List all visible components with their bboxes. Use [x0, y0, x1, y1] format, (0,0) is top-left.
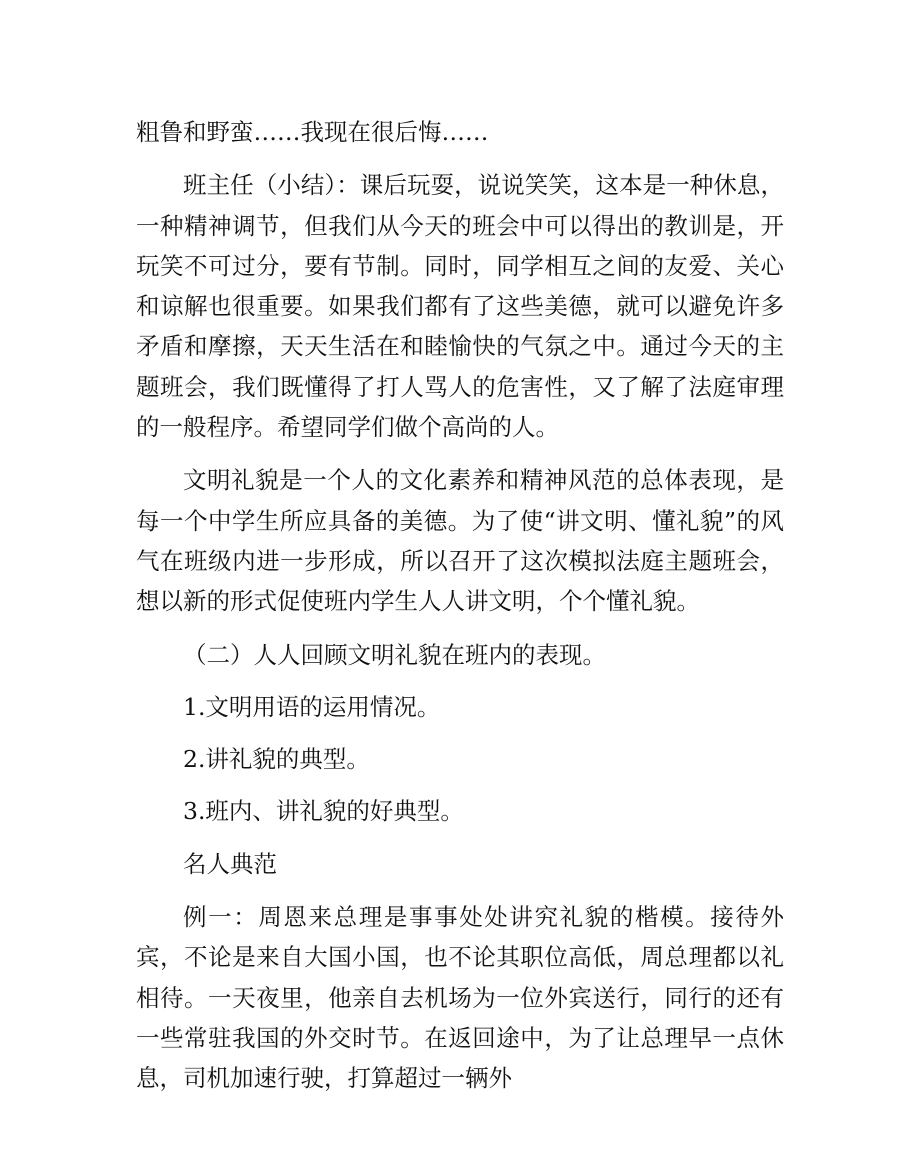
paragraph-continuation: 粗鲁和野蛮……我现在很后悔……	[136, 118, 489, 146]
section-heading-review: （二）人人回顾文明礼貌在班内的表现。	[183, 640, 606, 669]
document-body	[136, 112, 784, 1099]
paragraph-example-one: 例一：周恩来总理是事事处处讲究礼貌的楷模。接待外宾，不论是来自大国小国，也不论其职位高低，周总理都以礼相待。一天夜里，他亲自去机场为一位外宾送行，同行的还有一些常驻我国的外交时节。在返回途中，为了让总理早一点休息，司机加速行驶，打算超过一辆外	[136, 903, 784, 1093]
paragraph-civility-intro: 文明礼貌是一个人的文化素养和精神风范的总体表现，是每一个中学生所应具备的美德。为了使“讲文明、懂礼貌”的风气在班级内进一步形成，所以召开了这次模拟法庭主题班会，想以新的形式促使班内学生人人讲文明，个个懂礼貌。	[136, 466, 784, 616]
paragraph-teacher-summary: 班主任（小结）：课后玩耍，说说笑笑，这本是一种休息，一种精神调节，但我们从今天的班会中可以得出的教训是，开玩笑不可过分，要有节制。同时，同学相互之间的友爱、关心和谅解也很重要。如果我们都有了这些美德，就可以避免许多矛盾和摩擦，天天生活在和睦愉快的气氛之中。通过今天的主题班会，我们既懂得了打人骂人的危害性，又了解了法庭审理的一般程序。希望同学们做个高尚的人。	[136, 171, 784, 442]
list-item-1: 1.文明用语的运用情况。	[183, 692, 441, 721]
list-item-2: 2.讲礼貌的典型。	[183, 745, 370, 774]
section-heading-role-models: 名人典范	[183, 849, 277, 878]
list-item-3: 3.班内、讲礼貌的好典型。	[183, 797, 464, 826]
